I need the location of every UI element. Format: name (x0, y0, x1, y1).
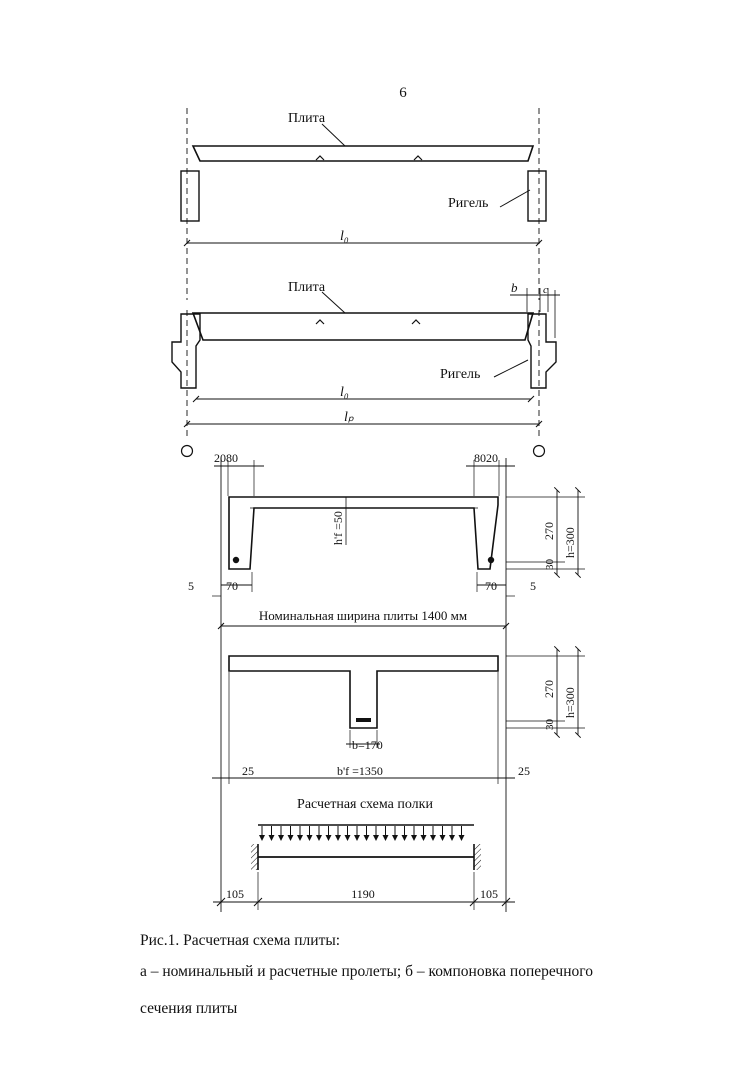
tee-dim-h: h=300 (563, 687, 577, 718)
tee-dim-270: 270 (542, 680, 556, 698)
ribbed-dim-h: h=300 (563, 527, 577, 558)
shelf-scheme-title: Расчетная схема полки (297, 797, 433, 812)
ribbed-top-right-dims: 8020 (474, 451, 498, 465)
ribbed-dim-70-left: 70 (226, 579, 238, 593)
span-p-label-b: lₚ (344, 410, 354, 425)
ribbed-dim-30: 30 (544, 559, 556, 570)
page-number: 6 (399, 85, 407, 101)
view-b-span-scheme (172, 288, 560, 457)
tee-section-outline (229, 656, 498, 728)
ribbed-dim-5-left: 5 (188, 579, 194, 593)
ribbed-top-left-dims: 2080 (214, 451, 238, 465)
slab-profile-b (193, 313, 533, 340)
girder-left-b (172, 314, 200, 388)
ribbed-flange-label: h'f =50 (331, 511, 345, 545)
tee-dim-30: 30 (544, 719, 556, 730)
support-left (182, 446, 193, 457)
ribbed-dim-70-right: 70 (485, 579, 497, 593)
shelf-dim-right: 105 (480, 887, 498, 901)
figure-caption-line: а – номинальный и расчетные пролеты; б – компоновка поперечного (140, 963, 593, 980)
load-arrows (262, 826, 462, 840)
girder-left-a (181, 171, 199, 221)
dim-b-label: b (511, 280, 518, 295)
slab-label-a: Плита (288, 111, 326, 126)
nominal-width-label: Номинальная ширина плиты 1400 мм (258, 608, 468, 623)
span-label-a: l₀ (340, 229, 349, 244)
girder-right-a (528, 171, 546, 221)
figure-caption-title: Рис.1. Расчетная схема плиты: (140, 932, 341, 949)
tee-web-label: b=170 (352, 738, 383, 752)
girder-right-b (528, 314, 556, 388)
slab-label-b: Плита (288, 280, 326, 295)
support-right (534, 446, 545, 457)
shelf-dim-mid: 1190 (351, 887, 375, 901)
slab-profile-a (193, 146, 533, 161)
tee-flange-width-label: b'f =1350 (337, 764, 383, 778)
shelf-dim-left: 105 (226, 887, 244, 901)
view-a-span-scheme (181, 108, 546, 300)
ribbed-dim-5-right: 5 (530, 579, 536, 593)
girder-label-a: Ригель (448, 196, 489, 211)
girder-label-b: Ригель (440, 367, 481, 382)
span-label-b: l₀ (340, 385, 349, 400)
tee-dim-25-left: 25 (242, 764, 254, 778)
figure-caption-line-end: сечения плиты (140, 1000, 238, 1017)
ribbed-dim-270: 270 (542, 522, 556, 540)
dim-c-label: c (543, 284, 548, 296)
tee-dim-25-right: 25 (518, 764, 530, 778)
